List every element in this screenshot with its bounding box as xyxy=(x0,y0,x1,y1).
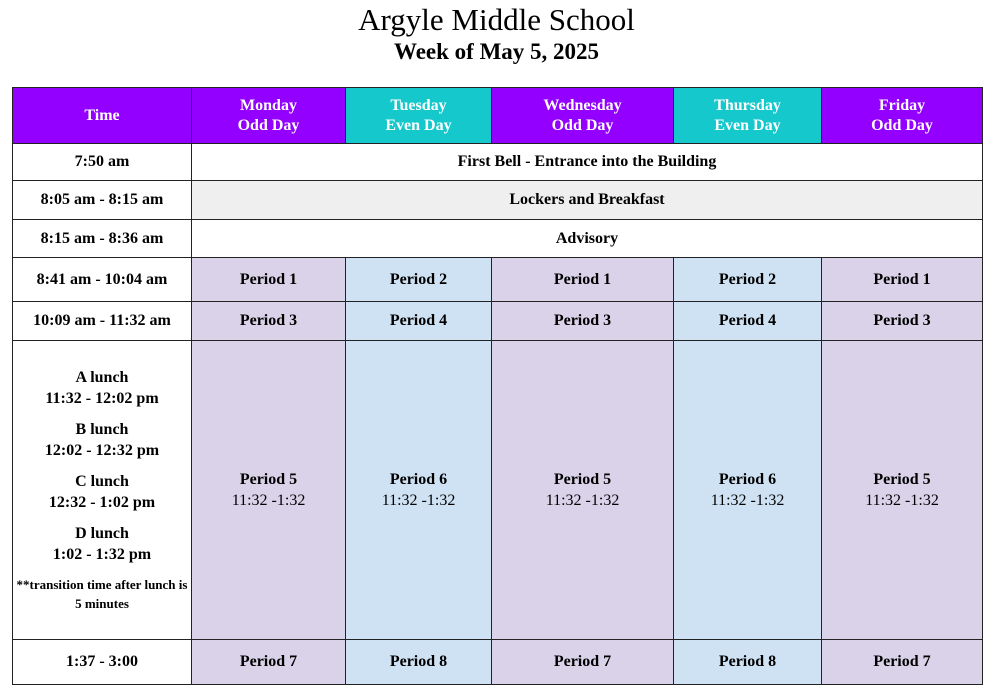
period-cell: Period 7 xyxy=(192,640,346,685)
table-row xyxy=(13,220,983,258)
table-row xyxy=(13,258,983,302)
lunch-slot xyxy=(13,523,191,565)
day-type: Odd Day xyxy=(551,116,614,134)
period-label: Period 6 xyxy=(718,471,777,488)
lunch-name: B lunch xyxy=(75,421,129,438)
period-cell xyxy=(822,341,983,640)
lunch-time: 12:32 - 1:02 pm xyxy=(48,494,156,511)
lunch-time: 12:02 - 12:32 pm xyxy=(44,442,160,459)
day-type: Odd Day xyxy=(871,116,933,134)
advisory-cell: Advisory xyxy=(192,220,983,258)
day-name: Friday xyxy=(878,96,926,114)
period-time: 11:32 -1:32 xyxy=(865,492,939,509)
table-row xyxy=(13,341,983,640)
period-cell xyxy=(346,341,492,640)
day-name: Monday xyxy=(240,96,297,114)
period-cell: Period 1 xyxy=(822,258,983,302)
day-type: Even Day xyxy=(385,116,452,134)
lunch-time: 11:32 - 12:02 pm xyxy=(45,390,159,407)
header-wednesday xyxy=(492,88,674,144)
period-cell xyxy=(674,341,822,640)
day-name: Thursday xyxy=(714,96,781,114)
school-title: Argyle Middle School xyxy=(358,2,635,37)
period-cell: Period 3 xyxy=(192,302,346,341)
schedule-table xyxy=(12,87,983,685)
lunch-name: A lunch xyxy=(75,369,129,386)
time-cell: 10:09 am - 11:32 am xyxy=(13,302,192,341)
lunch-slot xyxy=(13,471,191,513)
period-cell: Period 7 xyxy=(492,640,674,685)
period-cell: Period 3 xyxy=(822,302,983,341)
table-row xyxy=(13,640,983,685)
period-cell: Period 2 xyxy=(674,258,822,302)
period-cell: Period 4 xyxy=(674,302,822,341)
day-name: Wednesday xyxy=(543,96,622,114)
period-cell: Period 2 xyxy=(346,258,492,302)
period-cell xyxy=(492,341,674,640)
header-time: Time xyxy=(13,88,192,144)
day-type: Odd Day xyxy=(237,116,300,134)
period-cell: Period 8 xyxy=(674,640,822,685)
lockers-cell: Lockers and Breakfast xyxy=(192,181,983,220)
header-tuesday xyxy=(346,88,492,144)
period-time: 11:32 -1:32 xyxy=(381,492,456,509)
period-cell: Period 1 xyxy=(192,258,346,302)
table-row xyxy=(13,144,983,181)
period-time: 11:32 -1:32 xyxy=(545,492,620,509)
time-cell: 8:41 am - 10:04 am xyxy=(13,258,192,302)
period-cell: Period 3 xyxy=(492,302,674,341)
header-monday xyxy=(192,88,346,144)
header-thursday xyxy=(674,88,822,144)
lunch-times-cell xyxy=(13,341,192,640)
header-friday xyxy=(822,88,983,144)
week-subtitle: Week of May 5, 2025 xyxy=(393,39,600,64)
period-label: Period 5 xyxy=(873,471,931,488)
lunch-slot xyxy=(13,419,191,461)
period-label: Period 5 xyxy=(553,471,612,488)
day-name: Tuesday xyxy=(390,96,447,114)
first-bell-cell: First Bell - Entrance into the Building xyxy=(192,144,983,181)
transition-note: **transition time after lunch is 5 minutes xyxy=(16,577,188,611)
period-label: Period 5 xyxy=(239,471,298,488)
time-cell: 1:37 - 3:00 xyxy=(13,640,192,685)
time-cell: 7:50 am xyxy=(13,144,192,181)
lunch-name: C lunch xyxy=(75,473,129,490)
period-time: 11:32 -1:32 xyxy=(710,492,785,509)
lunch-time: 1:02 - 1:32 pm xyxy=(52,546,152,563)
table-row xyxy=(13,181,983,220)
table-row xyxy=(13,302,983,341)
period-time: 11:32 -1:32 xyxy=(231,492,306,509)
lunch-slot xyxy=(13,367,191,409)
time-cell: 8:05 am - 8:15 am xyxy=(13,181,192,220)
period-label: Period 6 xyxy=(389,471,448,488)
time-cell: 8:15 am - 8:36 am xyxy=(13,220,192,258)
header-row xyxy=(13,88,983,144)
period-cell: Period 1 xyxy=(492,258,674,302)
lunch-name: D lunch xyxy=(75,525,129,542)
period-cell: Period 8 xyxy=(346,640,492,685)
day-type: Even Day xyxy=(714,116,781,134)
period-cell xyxy=(192,341,346,640)
period-cell: Period 7 xyxy=(822,640,983,685)
period-cell: Period 4 xyxy=(346,302,492,341)
